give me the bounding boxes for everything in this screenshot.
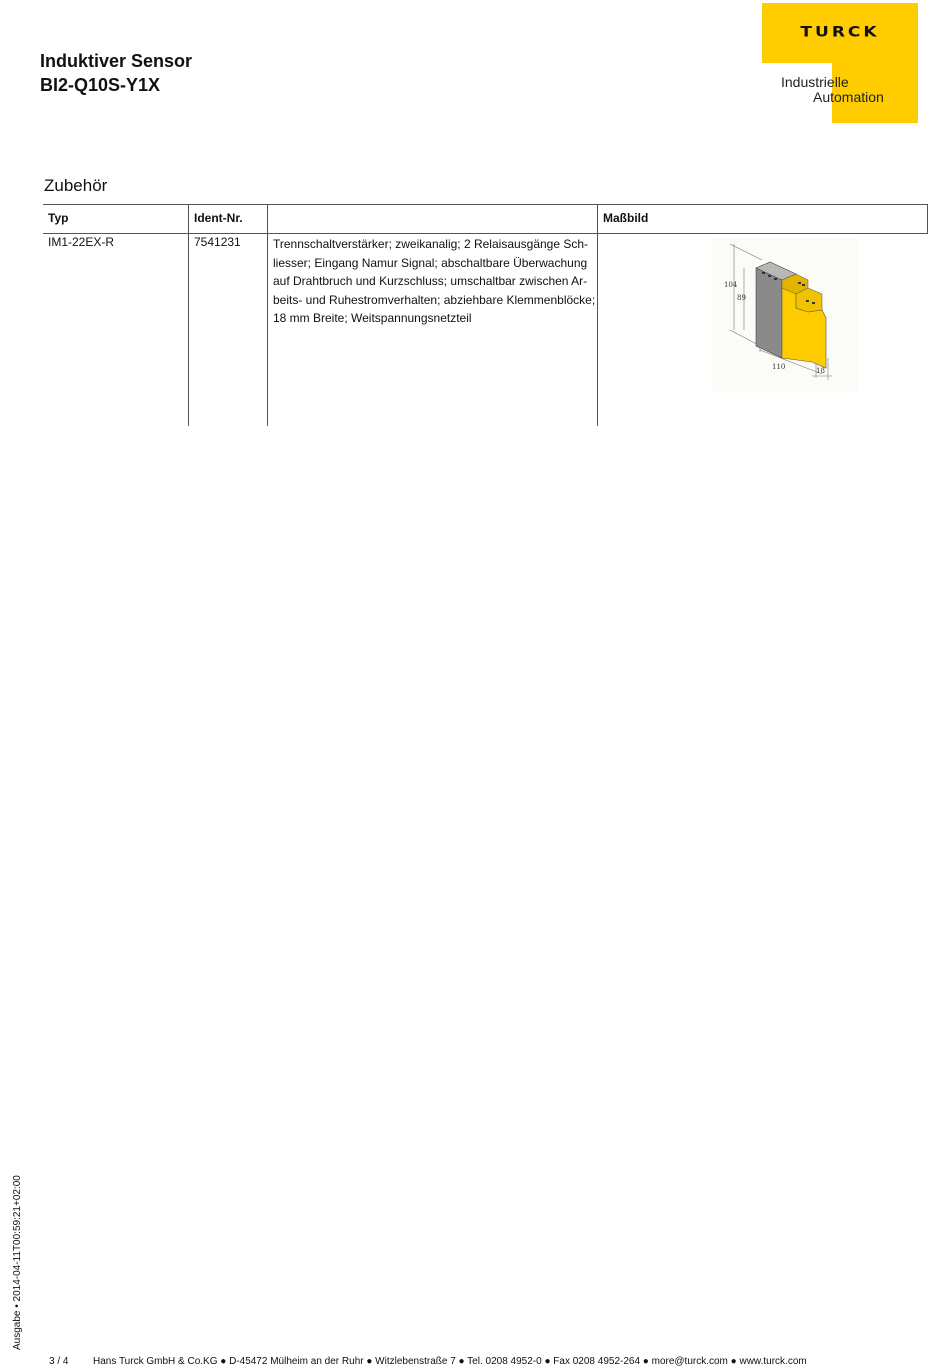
table-cell-typ: IM1-22EX-R — [48, 235, 115, 249]
column-header-ident: Ident-Nr. — [194, 211, 243, 225]
dimension-drawing — [712, 238, 858, 392]
turck-logo — [762, 3, 920, 124]
table-cell-ident: 7541231 — [194, 235, 241, 249]
table-header-divider — [43, 233, 928, 234]
description-line: Trennschaltverstärker; zweikanalig; 2 Relaisausgänge Sch- — [273, 237, 589, 251]
logo-subtitle-line1: Industrielle — [781, 74, 849, 90]
description-line: 18 mm Breite; Weitspannungsnetzteil — [273, 311, 472, 326]
dimension-label-height-inner: 89 — [737, 294, 746, 302]
title-line-product-code: BI2-Q10S-Y1X — [40, 75, 161, 95]
title-line-product-type: Induktiver Sensor — [40, 51, 193, 71]
description-line: liesser; Eingang Namur Signal; abschaltbare Überwachung — [273, 255, 588, 270]
edition-stamp: Ausgabe • 2014-04-11T00:59:21+02:00 — [12, 1175, 23, 1350]
table-right-border — [927, 204, 928, 234]
logo-brand-text: TURCK — [800, 23, 880, 41]
dimension-label-height-outer: 104 — [724, 281, 738, 289]
page-number: 3 / 4 — [49, 1356, 69, 1367]
document-title — [40, 49, 192, 97]
column-header-massbild: Maßbild — [603, 211, 649, 225]
table-top-border — [43, 204, 928, 205]
company-contact: Hans Turck GmbH & Co.KG ● D-45472 Mülheim an der Ruhr ● Witzlebenstraße 7 ● Tel. 0208 4952-0 ● Fax 0208 4952-264 ● more@turck.com ● www.turck.com — [93, 1356, 807, 1367]
column-divider-2 — [267, 204, 268, 426]
dimension-label-width: 18 — [816, 367, 825, 375]
page-footer — [49, 1356, 807, 1367]
description-line: beits- und Ruhestromverhalten; abziehbare Klemmenblöcke; — [273, 292, 596, 307]
table-cell-description — [273, 235, 598, 328]
description-line: auf Drahtbruch und Kurzschluss; umschaltbar zwischen Ar- — [273, 274, 588, 289]
section-title-accessories: Zubehör — [44, 176, 108, 195]
column-header-typ: Typ — [48, 211, 69, 225]
column-divider-1 — [188, 204, 189, 426]
dimension-label-depth: 110 — [772, 363, 786, 371]
logo-subtitle-line2: Automation — [813, 89, 884, 105]
